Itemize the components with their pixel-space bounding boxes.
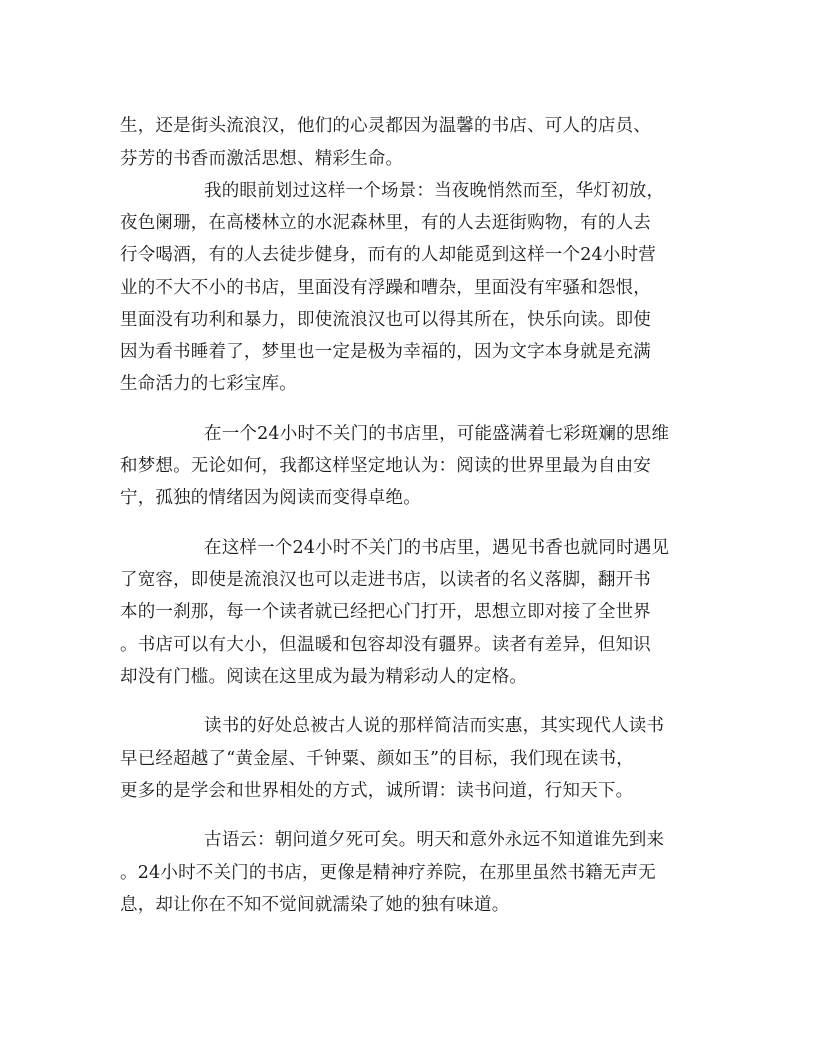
text-line: 息，却让你在不知不觉间就濡染了她的独有味道。 <box>120 895 510 915</box>
text-line: 夜色阑珊，在高楼林立的水泥森林里，有的人去逛街购物，有的人去 <box>120 213 651 233</box>
text-line: 。书店可以有大小，但温暖和包容却没有疆界。读者有差异，但知识 <box>120 635 651 655</box>
text-line: 本的一刹那，每一个读者就已经把心门打开，思想立即对接了全世界 <box>120 602 651 622</box>
text-line: 更多的是学会和世界相处的方式，诚所谓：读书问道，行知天下。 <box>120 781 634 801</box>
text-line: 行令喝酒，有的人去徒步健身，而有的人却能觅到这样一个24小时营 <box>120 245 656 265</box>
paragraph-first-line: 古语云：朝问道夕死可矣。明天和意外永远不知道谁先到来 <box>204 830 665 850</box>
text-line: 业的不大不小的书店，里面没有浮躁和嘈杂，里面没有牢骚和怨恨， <box>120 278 651 298</box>
text-line: 宁，孤独的情绪因为阅读而变得卓绝。 <box>120 488 421 508</box>
text-line: 芬芳的书香而激活思想、精彩生命。 <box>120 149 404 169</box>
text-line: 却没有门槛。阅读在这里成为最为精彩动人的定格。 <box>120 667 528 687</box>
paragraph-first-line: 在一个24小时不关门的书店里，可能盛满着七彩斑斓的思维 <box>204 424 670 444</box>
paragraph-first-line: 在这样一个24小时不关门的书店里，遇见书香也就同时遇见 <box>204 538 670 558</box>
paragraph-first-line: 读书的好处总被古人说的那样简洁而实惠，其实现代人读书 <box>204 716 665 736</box>
text-line: 。24小时不关门的书店，更像是精神疗养院，在那里虽然书籍无声无 <box>120 863 656 883</box>
text-line: 生命活力的七彩宝库。 <box>120 374 297 394</box>
text-line: 早已经超越了“黄金屋、千钟粟、颜如玉”的目标，我们现在读书， <box>120 749 634 769</box>
text-line: 了宽容，即使是流浪汉也可以走进书店，以读者的名义落脚，翻开书 <box>120 570 651 590</box>
paragraph-first-line: 我的眼前划过这样一个场景：当夜晚悄然而至，华灯初放， <box>204 181 665 201</box>
text-line: 里面没有功利和暴力，即使流浪汉也可以得其所在，快乐向读。即使 <box>120 310 651 330</box>
text-line: 因为看书睡着了，梦里也一定是极为幸福的，因为文字本身就是充满 <box>120 342 651 362</box>
text-line: 生，还是街头流浪汉，他们的心灵都因为温馨的书店、可人的店员、 <box>120 116 651 136</box>
text-line: 和梦想。无论如何，我都这样坚定地认为：阅读的世界里最为自由安 <box>120 456 651 476</box>
